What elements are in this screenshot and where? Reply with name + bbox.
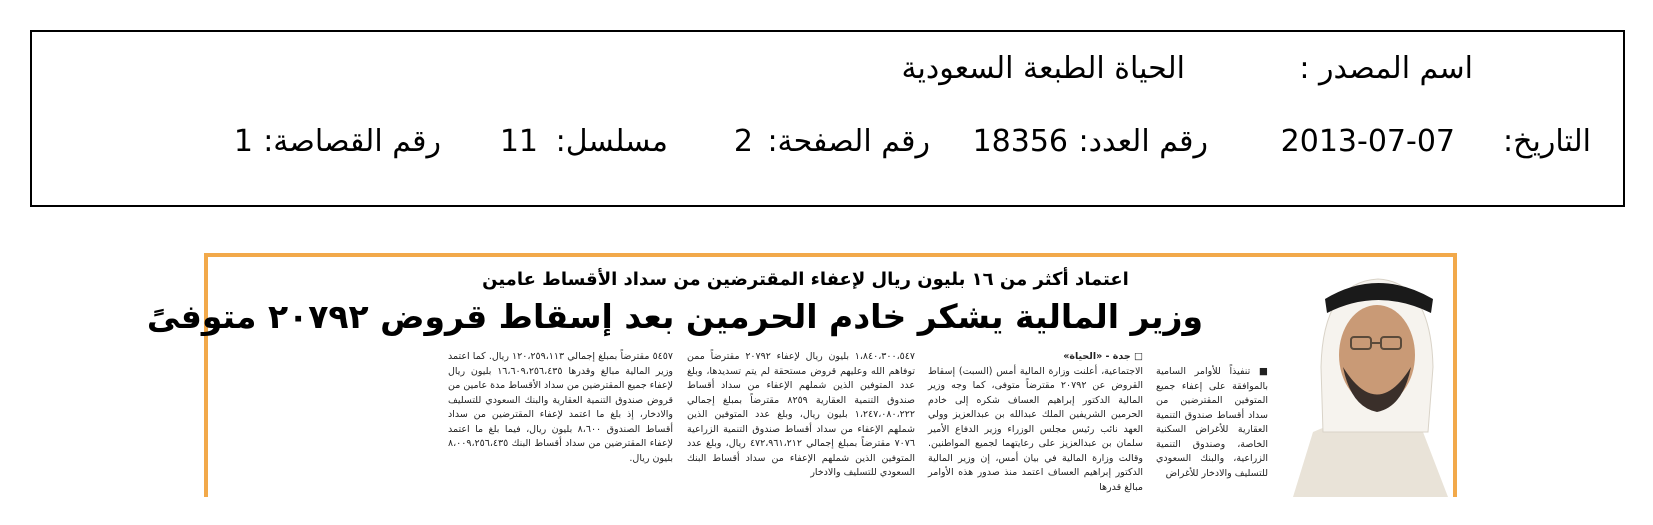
metadata-box [30, 30, 1625, 207]
issue-label: رقم العدد: [1078, 124, 1208, 159]
column-3-text: ١،٨٤٠،٣٠٠،٥٤٧ بليون ريال لإعفاء ٢٠٧٩٢ مقترضاً ممن توفاهم الله وعليهم قروض مستحقة لم يتم تسديدها، وبلغ عدد المتوفين الذين شملهم الإعفاء من سداد أقساط صندوق التنمية العقارية ٨٢٥٩ مقترضاً بمبلغ إجمالي ١،٢٤٧،٠٨٠،٢٢٢ بليون ريال، وبلغ عدد المتوفين الذين شملهم الإعفاء من سداد أقساط صندوق التنمية الزراعية ٧٠٧٦ مقترضاً بمبلغ إجمالي ٤٧٢،٩٦١،٢١٢ ريال، وبلغ عدد المتوفين الذين شملهم الإعفاء من سداد أقساط البنك السعودي للتسليف والادخار [687, 351, 915, 478]
page-label: رقم الصفحة: [767, 124, 930, 159]
article-column-3 [687, 350, 915, 510]
newspaper-clipping [146, 253, 1457, 497]
date-value: 2013-07-07 [1280, 124, 1455, 159]
issue-value: 18356 [972, 124, 1068, 159]
portrait-photo [1283, 257, 1453, 497]
serial-value: 11 [499, 124, 538, 159]
clip-number-label: رقم القصاصة: [263, 124, 441, 159]
article-column-2 [928, 350, 1143, 510]
clip-number-value: 1 [233, 124, 253, 159]
article-kicker: اعتماد أكثر من ١٦ بليون ريال لإعفاء المقترضين من سداد الأقساط عامين [482, 269, 1129, 290]
source-value: الحياة الطبعة السعودية [901, 51, 1185, 86]
article-dateline: □ جدة - «الحياة» [1063, 351, 1143, 362]
page-value: 2 [733, 124, 753, 159]
article-column-4 [448, 350, 673, 510]
article-column-1 [1156, 365, 1268, 525]
column-1-text: ■ تنفيذاً للأوامر السامية بالموافقة على إعفاء جميع المتوفين المقترضين من سداد أقساط صندوق التنمية العقارية للأغراض السكنية الخاصة، وصندوق التنمية الزراعية، والبنك السعودي للتسليف والادخار للأغراض [1156, 366, 1268, 479]
serial-label: مسلسل: [555, 124, 668, 159]
column-2-text: الاجتماعية، أعلنت وزارة المالية أمس (السبت) إسقاط القروض عن ٢٠٧٩٢ مقترضاً متوفى، كما وجه وزير المالية الدكتور إبراهيم العساف شكره إلى خادم الحرمين الشريفين الملك عبدالله بن عبدالعزيز وولي العهد نائب رئيس مجلس الوزراء وزير الدفاع الأمير سلمان بن عبدالعزيز على رعايتهما لجميع المواطنين. وقالت وزارة المالية في بيان أمس، إن وزير المالية الدكتور إبراهيم العساف اعتمد منذ صدور هذه الأوامر مبالغ قدرها [928, 365, 1143, 493]
date-label: التاريخ: [1503, 124, 1591, 159]
article-headline: وزير المالية يشكر خادم الحرمين بعد إسقاط قروض ٢٠٧٩٢ متوفىً [146, 297, 1203, 336]
column-4-text: ٥٤٥٧ مقترضاً بمبلغ إجمالي ١٢٠،٢٥٩،١١٣ ريال. كما اعتمد وزير المالية مبالغ وقدرها ١٦،٦٠٩،٢٥٦،٤٣٥ بليون ريال لإعفاء جميع المقترضين من سداد الأقساط مدة عامين من قروض صندوق التنمية العقارية والبنك السعودي للتسليف والادخار، إذ بلغ ما اعتمد لإعفاء المقترضين من سداد أقساط الصندوق ٨،٦٠٠ بليون ريال، فيما بلغ ما اعتمد لإعفاء المقترضين من سداد أقساط البنك ٨،٠٠٩،٢٥٦،٤٣٥ بليون ريال. [448, 351, 673, 464]
source-label: اسم المصدر : [1299, 51, 1473, 86]
